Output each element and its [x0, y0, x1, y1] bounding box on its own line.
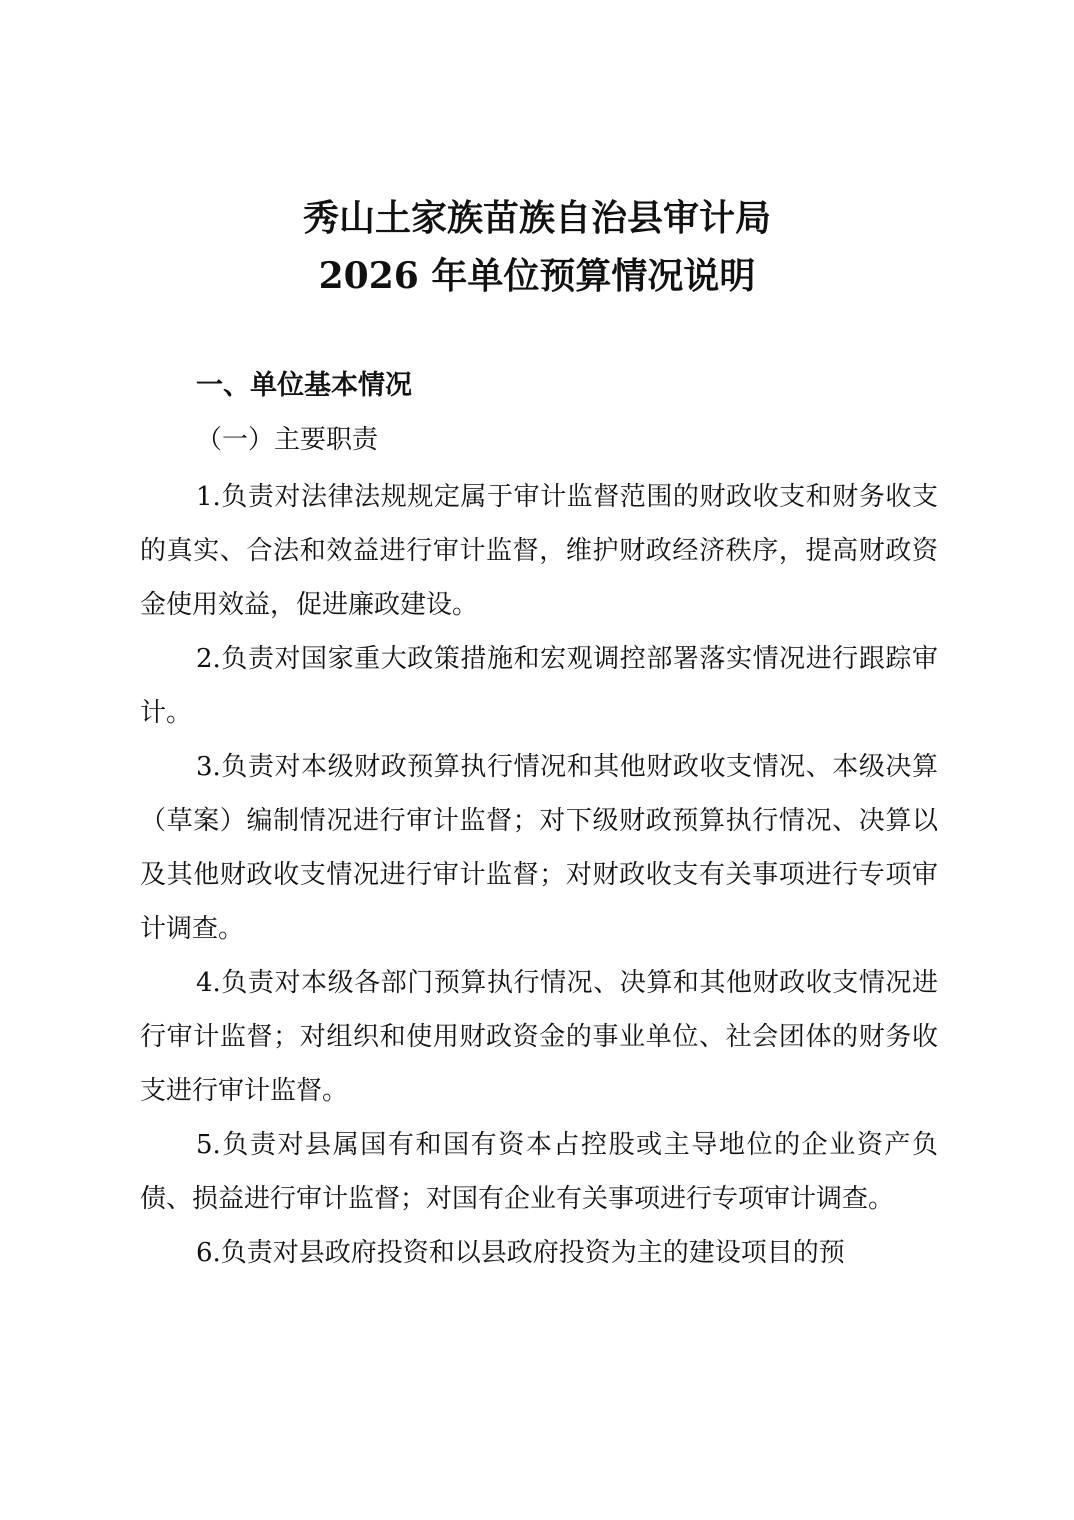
subsection-heading-main-duties: （一）主要职责	[196, 425, 379, 455]
duty-paragraph-1: 1.负责对法律法规规定属于审计监督范围的财政收支和财务收支的真实、合法和效益进行审计监督，维护财政经济秩序，提高财政资金使用效益，促进廉政建设。	[140, 482, 938, 620]
duty-paragraph-6: 6.负责对县政府投资和以县政府投资为主的建设项目的预	[196, 1238, 845, 1268]
duty-paragraph-2: 2.负责对国家重大政策措施和宏观调控部署落实情况进行跟踪审计。	[140, 644, 938, 728]
duty-paragraph-3: 3.负责对本级财政预算执行情况和其他财政收支情况、本级决算（草案）编制情况进行审计监督；对下级财政预算执行情况、决算以及其他财政收支情况进行审计监督；对财政收支有关事项进行专项审计调查。	[140, 752, 938, 944]
document-title-line-1: 秀山土家族苗族自治县审计局	[302, 197, 771, 239]
section-heading-basic-info: 一、单位基本情况	[196, 370, 412, 401]
duty-paragraph-4: 4.负责对本级各部门预算执行情况、决算和其他财政收支情况进行审计监督；对组织和使用财政资金的事业单位、社会团体的财务收支进行审计监督。	[140, 968, 938, 1106]
duties-body	[140, 470, 938, 1280]
document-title-line-2: 2026 年单位预算情况说明	[318, 255, 756, 297]
duty-paragraph-5: 5.负责对县属国有和国有资本占控股或主导地位的企业资产负债、损益进行审计监督；对国有企业有关事项进行专项审计调查。	[140, 1130, 938, 1214]
